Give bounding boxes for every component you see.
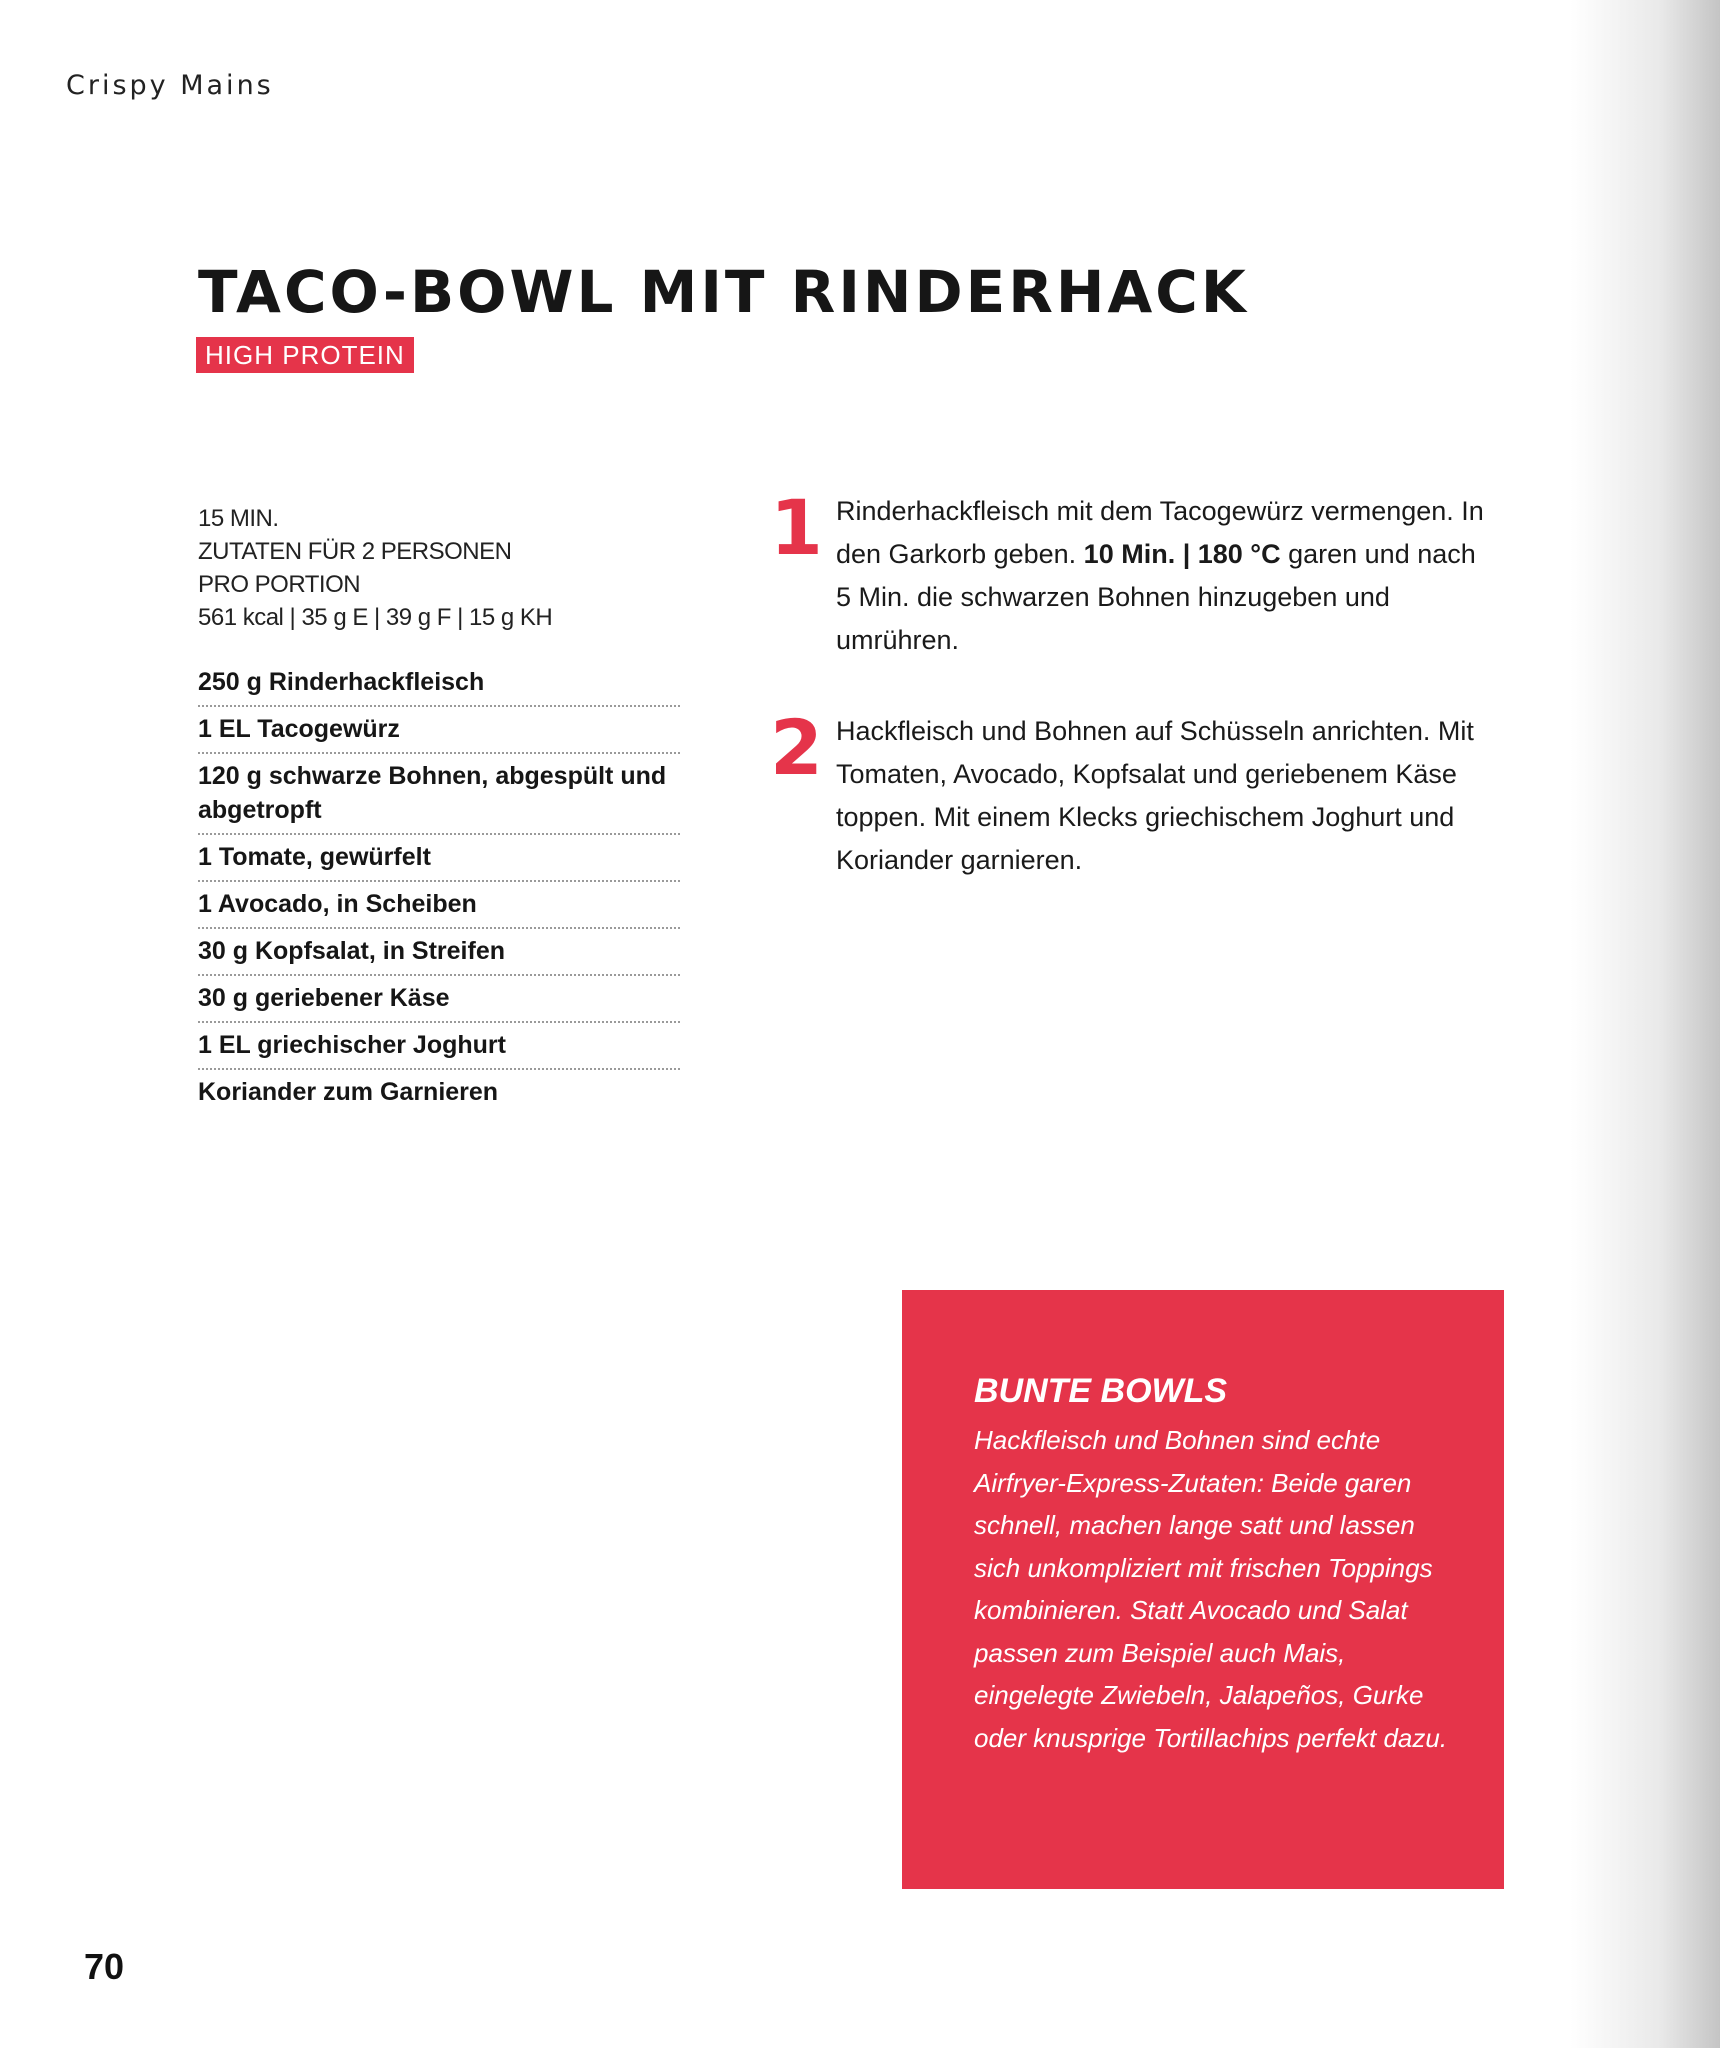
tip-text: Hackfleisch und Bohnen sind echte Airfryer-Express-Zutaten: Beide garen schnell, machen lange satt und lassen sich unkompliziert mit frischen Toppings kombinieren. Statt Avocado und Salat passen zum Beispiel auch Mais, eingelegte Zwiebeln, Jalapeños, Gurke oder knusprige Tortillachips perfekt dazu.	[974, 1425, 1448, 1753]
servings: ZUTATEN FÜR 2 PERSONEN	[198, 538, 512, 565]
tip-title: BUNTE BOWLS	[974, 1372, 1228, 1410]
ingredient-item: 1 Tomate, gewürfelt	[198, 835, 680, 882]
ingredient-item: 250 g Rinderhackfleisch	[198, 660, 680, 707]
step-text	[836, 490, 1490, 662]
ingredient-item: 30 g geriebener Käse	[198, 976, 680, 1023]
step-2	[770, 703, 1490, 882]
per-portion-label: PRO PORTION	[198, 571, 361, 598]
page-number: 70	[84, 1946, 125, 1987]
ingredient-list	[198, 660, 680, 1115]
section-label: Crispy Mains	[66, 70, 274, 101]
step-number: 1	[770, 483, 823, 572]
step-text-part: Hackfleisch und Bohnen auf Schüsseln anrichten. Mit Tomaten, Avocado, Kopfsalat und geriebenem Käse toppen. Mit einem Klecks griechischem Joghurt und Koriander garnieren.	[836, 716, 1474, 875]
ingredient-item: 30 g Kopfsalat, in Streifen	[198, 929, 680, 976]
step-text-part: Rinderhackfleisch mit dem Tacogewürz vermengen. In den Garkorb geben.	[836, 496, 1484, 569]
ingredient-item: 120 g schwarze Bohnen, abgespült und abgetropft	[198, 754, 680, 835]
step-number: 2	[770, 703, 823, 792]
nutrition-info: 561 kcal | 35 g E | 39 g F | 15 g KH	[198, 604, 553, 631]
step-text	[836, 710, 1490, 882]
recipe-meta	[198, 502, 552, 634]
prep-time: 15 MIN.	[198, 505, 279, 532]
ingredient-item: 1 EL Tacogewürz	[198, 707, 680, 754]
step-text-part: garen und nach 5 Min. die schwarzen Bohnen hinzugeben und umrühren.	[836, 539, 1476, 655]
step-text-bold: 10 Min. | 180 °C	[1083, 539, 1281, 569]
ingredient-item: 1 Avocado, in Scheiben	[198, 882, 680, 929]
high-protein-badge: HIGH PROTEIN	[196, 337, 414, 373]
recipe-title: TACO-BOWL MIT RINDERHACK	[198, 258, 1249, 326]
ingredient-item: 1 EL griechischer Joghurt	[198, 1023, 680, 1070]
page-gutter-shadow	[1570, 0, 1720, 2048]
tip-box	[902, 1290, 1504, 1889]
ingredient-item: Koriander zum Garnieren	[198, 1078, 499, 1106]
step-1	[770, 483, 1490, 662]
